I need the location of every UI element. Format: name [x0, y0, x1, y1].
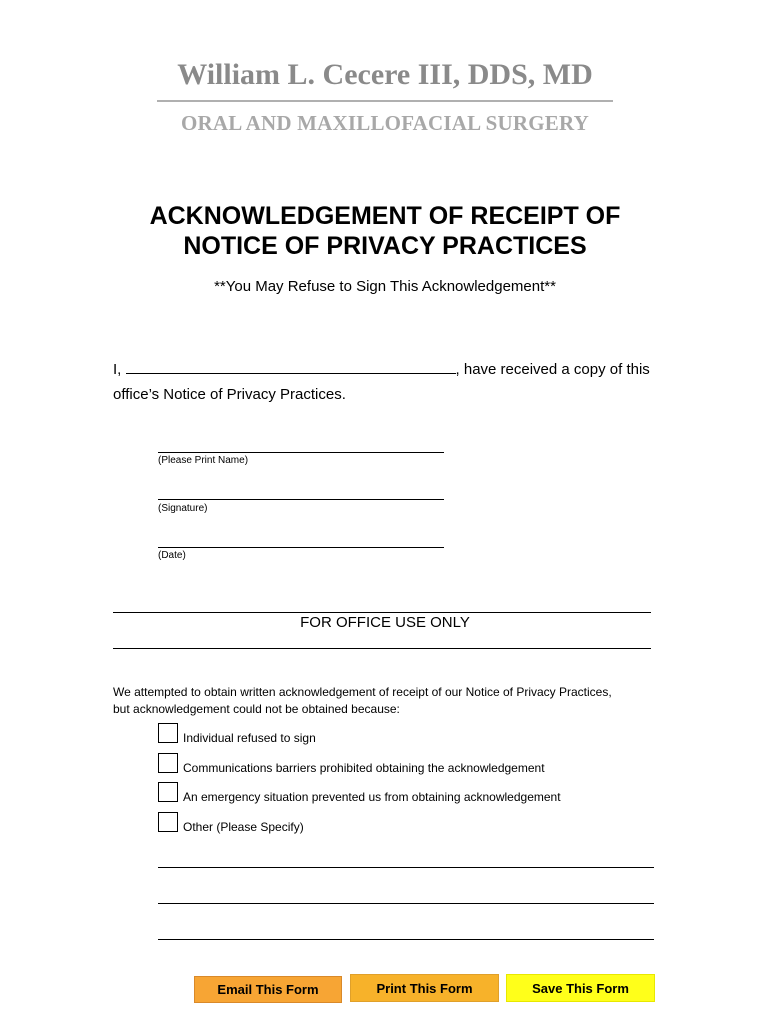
attempt-line-2: but acknowledgement could not be obtained because:	[113, 702, 400, 716]
reason-label-refused: Individual refused to sign	[183, 731, 316, 745]
document-title-line-1: ACKNOWLEDGEMENT OF RECEIPT OF	[149, 202, 621, 230]
signature-caption: (Signature)	[158, 503, 208, 514]
document-title	[0, 201, 770, 261]
save-form-button[interactable]: Save This Form	[506, 974, 655, 1002]
print-form-button[interactable]: Print This Form	[350, 974, 499, 1002]
print-name-field[interactable]	[158, 452, 444, 453]
office-use-heading: FOR OFFICE USE ONLY	[300, 614, 470, 631]
specify-line-2[interactable]	[158, 903, 654, 904]
date-caption: (Date)	[158, 550, 186, 561]
reason-label-communication-barriers: Communications barriers prohibited obtaining the acknowledgement	[183, 761, 545, 775]
attempt-line-1: We attempted to obtain written acknowledgement of receipt of our Notice of Privacy Practices,	[113, 685, 612, 699]
office-use-top-rule	[113, 612, 651, 613]
acknowledgement-statement	[113, 357, 673, 407]
document-title-line-2: NOTICE OF PRIVACY PRACTICES	[183, 232, 587, 260]
letterhead-divider	[157, 100, 613, 102]
reason-label-other: Other (Please Specify)	[183, 820, 304, 834]
email-form-button[interactable]: Email This Form	[194, 976, 342, 1003]
reason-label-emergency: An emergency situation prevented us from obtaining acknowledgement	[183, 790, 561, 804]
letterhead-name: William L. Cecere III, DDS, MD	[177, 58, 593, 91]
specify-line-1[interactable]	[158, 867, 654, 868]
refusal-note: **You May Refuse to Sign This Acknowledgement**	[214, 278, 556, 295]
attempt-paragraph	[113, 684, 673, 718]
checkbox-other[interactable]	[158, 812, 178, 832]
print-name-caption: (Please Print Name)	[158, 455, 249, 466]
checkbox-communication-barriers[interactable]	[158, 753, 178, 773]
checkbox-refused[interactable]	[158, 723, 178, 743]
specify-line-3[interactable]	[158, 939, 654, 940]
checkbox-emergency[interactable]	[158, 782, 178, 802]
name-blank-field[interactable]	[126, 359, 456, 374]
statement-suffix: , have received a copy of this	[455, 361, 650, 378]
statement-line-2: office’s Notice of Privacy Practices.	[113, 386, 346, 403]
office-use-bottom-rule	[113, 648, 651, 649]
date-field[interactable]	[158, 547, 444, 548]
signature-field[interactable]	[158, 499, 444, 500]
letterhead-specialty: ORAL AND MAXILLOFACIAL SURGERY	[180, 111, 589, 135]
statement-prefix: I,	[113, 361, 122, 378]
